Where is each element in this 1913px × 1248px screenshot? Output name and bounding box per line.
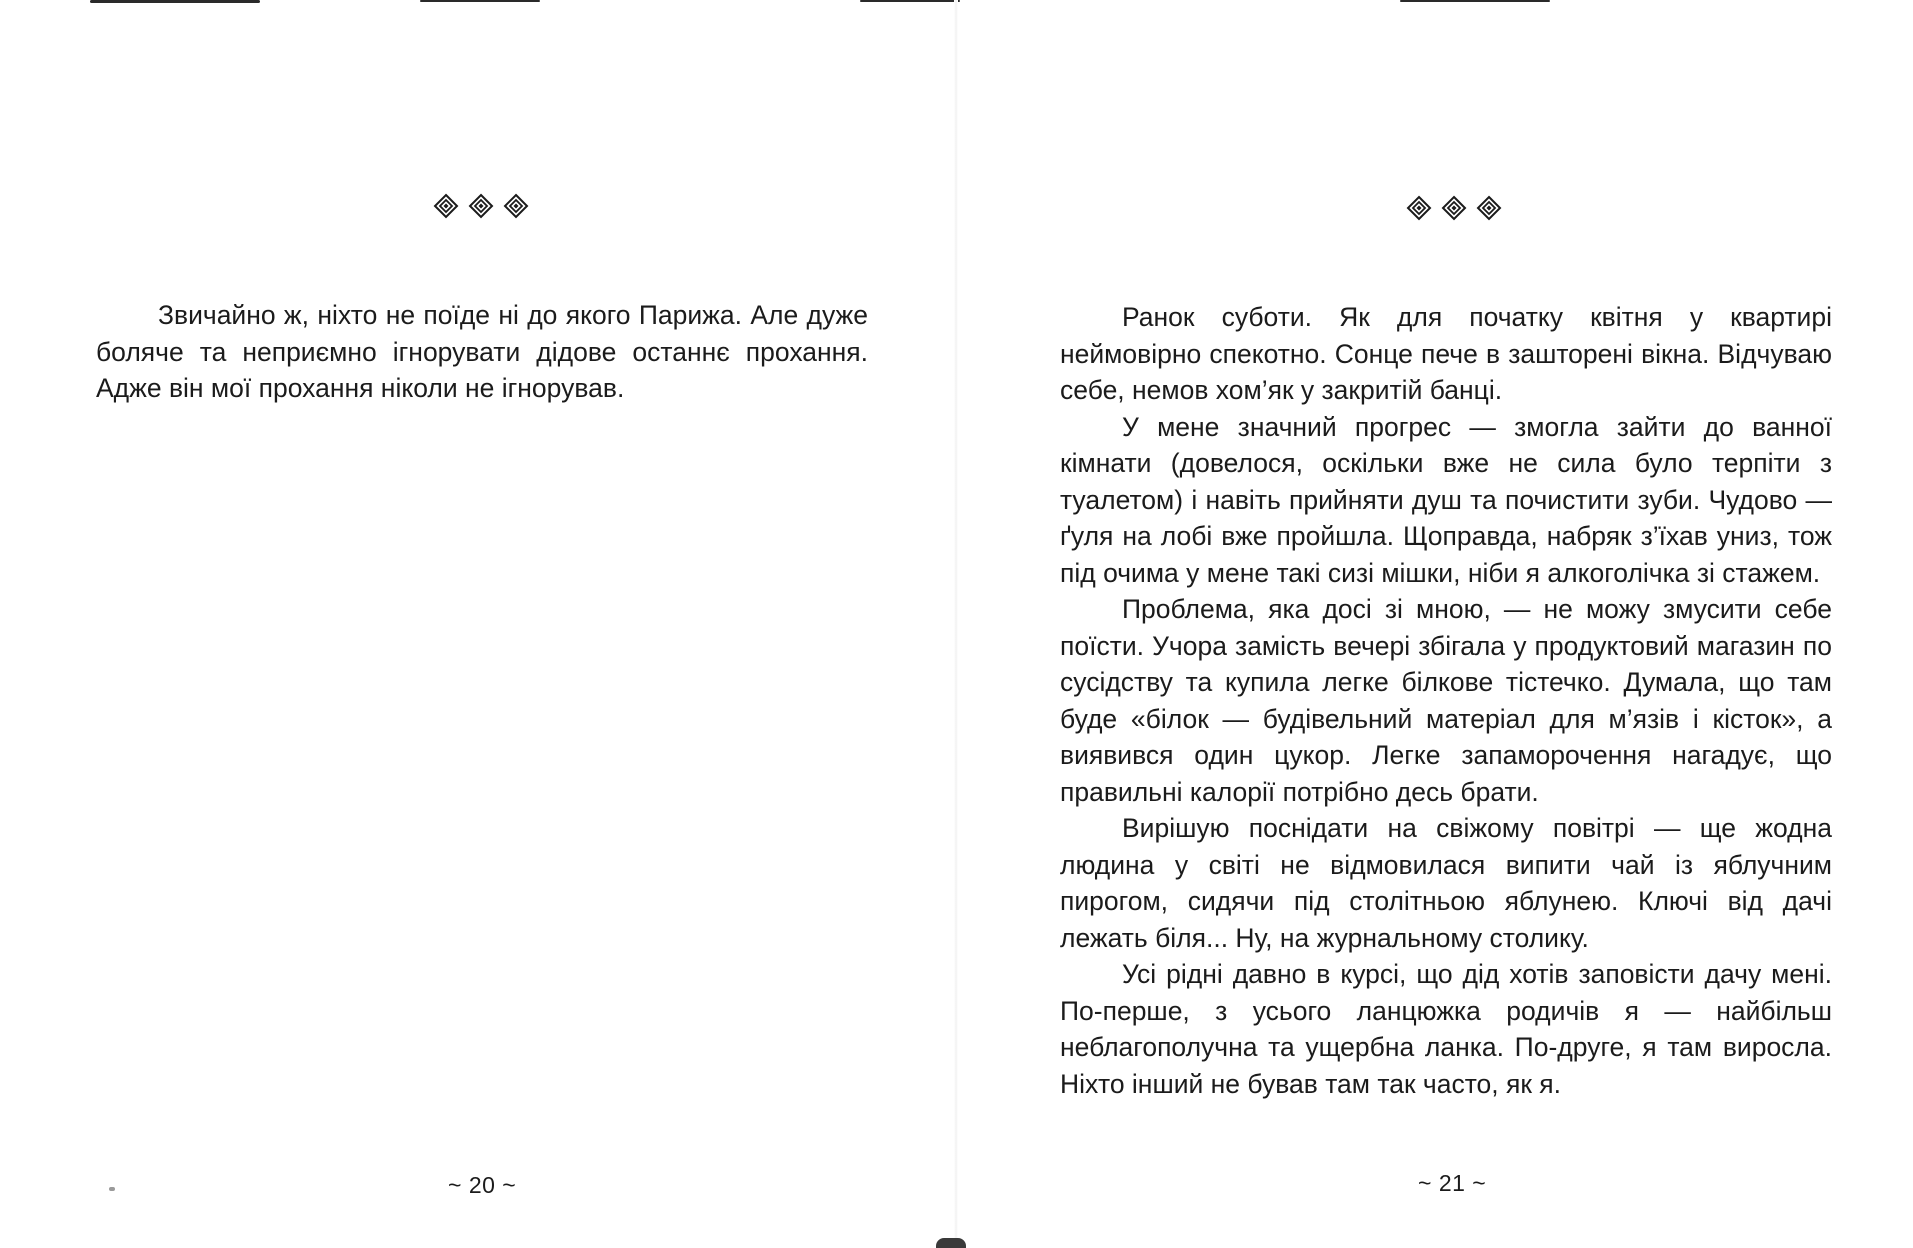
scan-speck [109, 1187, 115, 1191]
paragraph: Вирішую поснідати на свіжому повітрі — ще жодна людина у світі не відмовилася випити чай із яблучним пирогом, сидячи під столітньою яблунею. Ключі від дачі лежать біля... Ну, на журнальному столику. [1060, 813, 1832, 953]
diamond-ornament-icon [1441, 195, 1467, 221]
page-number-left: ~ 20 ~ [448, 1172, 517, 1198]
right-page-body [1060, 299, 1832, 1102]
paragraph: Ранок суботи. Як для початку квітня у квартирі неймовірно спекотно. Сонце пече в зашторені вікна. Відчуваю себе, немов хом’як у закритій банці. [1060, 302, 1832, 405]
paragraph: Усі рідні давно в курсі, що дід хотів заповісти дачу мені. По-перше, з усього ланцюжка родичів я — найбільш неблагополучна та ущербна ланка. По-друге, я там виросла. Ніхто інший не бував там так часто, як я. [1060, 959, 1832, 1099]
left-page-body [96, 297, 868, 407]
diamond-ornament-icon [468, 193, 494, 219]
page-number-right: ~ 21 ~ [1418, 1170, 1487, 1196]
right-section-ornament [1406, 195, 1502, 221]
diamond-ornament-icon [433, 193, 459, 219]
diamond-ornament-icon [1476, 195, 1502, 221]
left-page [0, 0, 956, 1248]
scan-bottom-mark [936, 1238, 966, 1248]
diamond-ornament-icon [1406, 195, 1432, 221]
paragraph: У мене значний прогрес — змогла зайти до ванної кімнати (довелося, оскільки вже не сила було терпіти з туалетом) і навіть прийняти душ та почистити зуби. Чудово — ґуля на лобі вже пройшла. Щоправда, набряк з’їхав униз, тож під очима у мене такі сизі мішки, ніби я алкоголічка зі стажем. [1060, 411, 1832, 588]
diamond-ornament-icon [503, 193, 529, 219]
left-section-ornament [433, 193, 529, 219]
paragraph: Звичайно ж, ніхто не поїде ні до якого Парижа. Але дуже боляче та неприємно ігнорувати дідове останнє прохання. Адже він мої прохання ніколи не ігнорував. [96, 300, 868, 403]
paragraph: Проблема, яка досі зі мною, — не можу змусити себе поїсти. Учора замість вечері збігала у продуктовий магазин по сусідству та купила легке білкове тістечко. Думала, що там буде «білок — будівельний матеріал для м’язів і кісток», а виявився один цукор. Легке запаморочення нагадує, що правильні калорії потрібно десь брати. [1060, 594, 1832, 807]
